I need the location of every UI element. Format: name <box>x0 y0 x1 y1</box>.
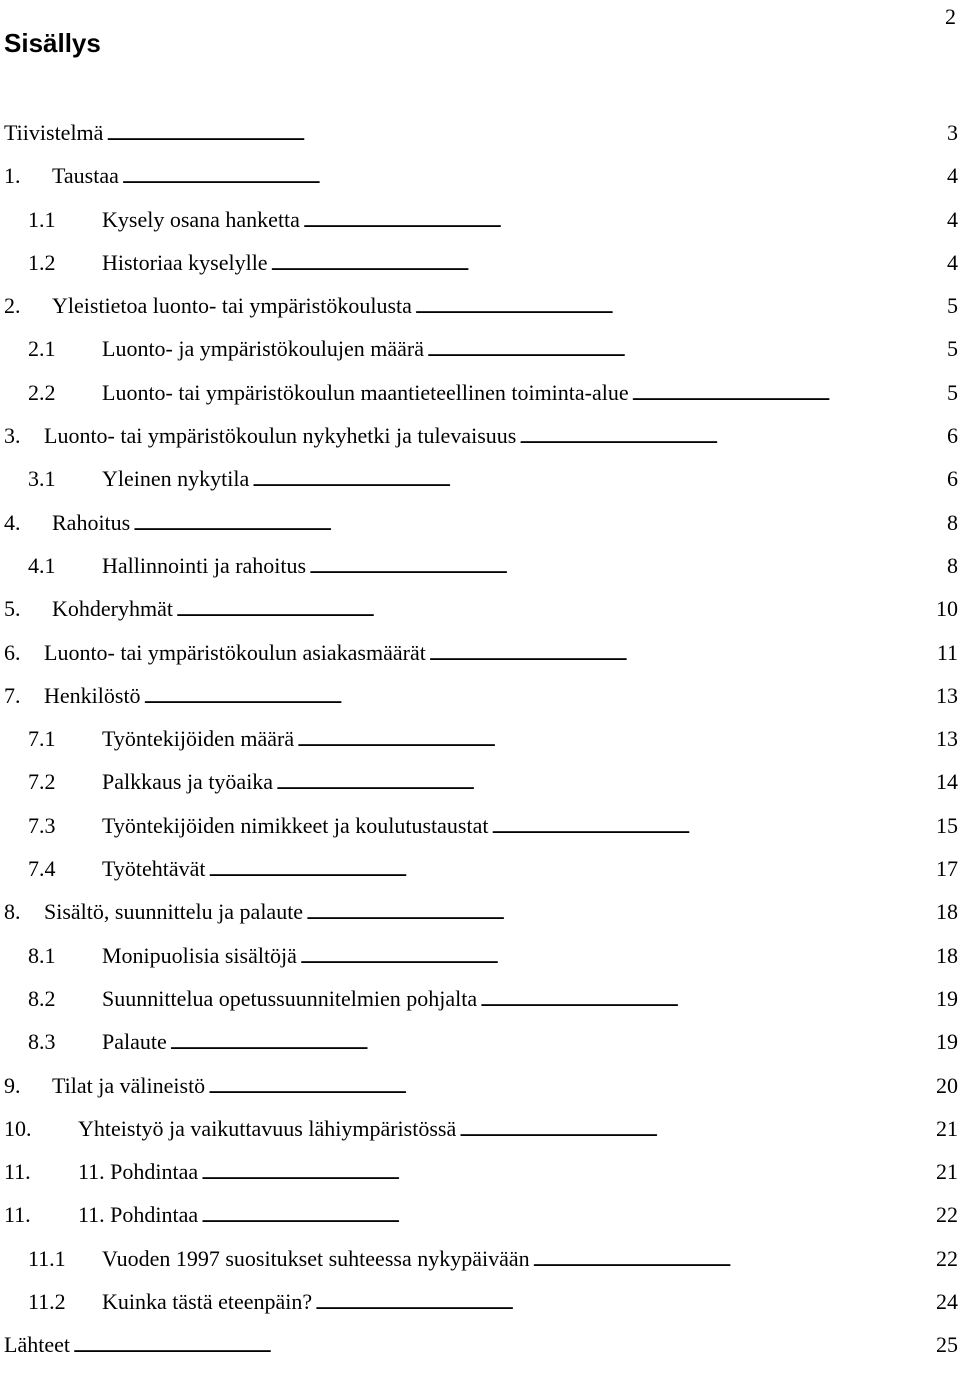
toc-entry-page: 13 <box>936 726 958 752</box>
toc-entry-1-2[interactable] <box>4 250 958 293</box>
toc-entry-number: 11.2 <box>28 1289 66 1315</box>
toc-entry-label: Monipuolisia sisältöjä <box>102 942 297 968</box>
toc-entry-number: 3.1 <box>28 466 56 492</box>
toc-entry-page: 14 <box>936 769 958 795</box>
toc-entry-11-2[interactable] <box>4 1289 958 1332</box>
toc-entry-label: 11. Pohdintaa <box>78 1202 199 1228</box>
dot-leader <box>429 640 934 666</box>
dot-leader <box>208 1073 933 1099</box>
toc-entry-7[interactable] <box>4 683 958 726</box>
toc-entry-2[interactable] <box>4 293 958 336</box>
toc-entry-number: 1. <box>4 163 21 189</box>
toc-entry-label: Vuoden 1997 suositukset suhteessa nykypäivään <box>102 1245 530 1271</box>
dot-leader <box>315 1289 933 1315</box>
toc-entry-page: 4 <box>947 249 958 275</box>
toc-entry-page: 11 <box>936 639 958 665</box>
toc-entry-label: Luonto- tai ympäristökoulun asiakasmäärät <box>44 639 426 665</box>
toc-entry-8[interactable] <box>4 899 958 942</box>
toc-entry-page: 19 <box>936 1029 958 1055</box>
toc-entry-10[interactable] <box>4 1116 958 1159</box>
toc-entry-page: 25 <box>936 1332 958 1358</box>
toc-entry-page: 24 <box>936 1289 958 1315</box>
toc-entry-number: 11.1 <box>28 1245 66 1271</box>
dot-leader <box>122 163 944 189</box>
toc-entry-number: 11. <box>4 1202 31 1228</box>
dot-leader <box>133 510 944 536</box>
toc-entry-label: Hallinnointi ja rahoitus <box>102 552 307 578</box>
toc-entry-page: 15 <box>936 812 958 838</box>
toc-entry-number: 2.2 <box>28 379 56 405</box>
toc-entry-page: 21 <box>936 1115 958 1141</box>
dot-leader <box>73 1332 933 1358</box>
toc-entry-number: 1.1 <box>28 206 56 232</box>
toc-entry-label: 11. Pohdintaa <box>78 1159 199 1185</box>
toc-entry-label: Tilat ja välineistö <box>52 1072 206 1098</box>
toc-entry-5[interactable] <box>4 596 958 639</box>
toc-entry-8-2[interactable] <box>4 986 958 1029</box>
toc-entry-7-4[interactable] <box>4 856 958 899</box>
dot-leader <box>533 1246 933 1272</box>
dot-leader <box>201 1202 933 1228</box>
page-number: 2 <box>945 4 956 29</box>
toc-entry-label: Historiaa kyselylle <box>102 249 268 275</box>
toc-entry-9[interactable] <box>4 1073 958 1116</box>
toc-entry-3-1[interactable] <box>4 466 958 509</box>
toc-entry-page: 21 <box>936 1159 958 1185</box>
toc-entry-label: Sisältö, suunnittelu ja palaute <box>44 899 304 925</box>
toc-entry-number: 11. <box>4 1159 31 1185</box>
toc-entry-label: Yleistietoa luonto- tai ympäristökoulusta <box>52 293 412 319</box>
dot-leader <box>170 1029 933 1055</box>
toc-entry-page: 4 <box>947 163 958 189</box>
dot-leader <box>176 596 933 622</box>
toc-entry-number: 7.1 <box>28 726 56 752</box>
toc-entry-page: 10 <box>936 596 958 622</box>
toc-entry-number: 4.1 <box>28 552 56 578</box>
toc-entry-page: 5 <box>947 293 958 319</box>
dot-leader <box>459 1116 933 1142</box>
toc-entry-4-1[interactable] <box>4 553 958 596</box>
toc-entry-number: 4. <box>4 509 21 535</box>
toc-entry-number: 9. <box>4 1072 21 1098</box>
toc-entry-page: 17 <box>936 856 958 882</box>
dot-leader <box>144 683 933 709</box>
toc-entry-number: 8.3 <box>28 1029 56 1055</box>
toc-entry-label: Yhteistyö ja vaikuttavuus lähiympäristössä <box>78 1115 457 1141</box>
toc-entry-page: 5 <box>947 379 958 405</box>
toc-entry-label: Henkilöstö <box>44 682 141 708</box>
dot-leader <box>480 986 933 1012</box>
toc-entry-page: 5 <box>947 336 958 362</box>
toc-entry-number: 5. <box>4 596 21 622</box>
toc-entry-number: 8.2 <box>28 985 56 1011</box>
toc-entry-2-2[interactable] <box>4 380 958 423</box>
toc-entry-number: 6. <box>4 639 21 665</box>
toc-entry-label: Työntekijöiden määrä <box>102 726 295 752</box>
toc-entry-label: Lähteet <box>4 1332 70 1358</box>
toc-entry-label: Luonto- ja ympäristökoulujen määrä <box>102 336 424 362</box>
toc-entry-11-b[interactable] <box>4 1202 958 1245</box>
toc-entry-label: Luonto- tai ympäristökoulun maantieteellinen toiminta-alue <box>102 379 629 405</box>
toc-entry-number: 7.4 <box>28 856 56 882</box>
toc-entry-7-3[interactable] <box>4 813 958 856</box>
toc-entry-label: Kuinka tästä eteenpäin? <box>102 1289 313 1315</box>
dot-leader <box>201 1159 933 1185</box>
dot-leader <box>306 899 933 925</box>
toc-entry-label: Kysely osana hanketta <box>102 206 300 232</box>
toc-entry-number: 10. <box>4 1115 32 1141</box>
toc-entry-2-1[interactable] <box>4 336 958 379</box>
dot-leader <box>297 726 933 752</box>
toc-entry-page: 18 <box>936 899 958 925</box>
dot-leader <box>427 336 944 362</box>
toc-entry-label: Työtehtävät <box>102 856 206 882</box>
toc-entry-label: Palkkaus ja työaika <box>102 769 274 795</box>
toc-entry-label: Työntekijöiden nimikkeet ja koulutustaustat <box>102 812 489 838</box>
dot-leader <box>106 120 944 146</box>
toc-entry-tiivistelma[interactable] <box>4 120 958 163</box>
toc-entry-number: 7. <box>4 682 21 708</box>
toc-entry-label: Suunnittelua opetussuunnitelmien pohjalta <box>102 985 478 1011</box>
table-of-contents <box>4 120 958 1376</box>
toc-entry-label: Tiivistelmä <box>4 120 104 145</box>
toc-entry-label: Taustaa <box>52 163 119 189</box>
dot-leader <box>632 380 944 406</box>
toc-entry-page: 4 <box>947 206 958 232</box>
dot-leader <box>252 466 944 492</box>
toc-entry-1-1[interactable] <box>4 207 958 250</box>
toc-entry-4[interactable] <box>4 510 958 553</box>
toc-entry-8-3[interactable] <box>4 1029 958 1072</box>
toc-entry-label: Palaute <box>102 1029 167 1055</box>
dot-leader <box>415 293 944 319</box>
toc-entry-number: 8.1 <box>28 942 56 968</box>
toc-entry-7-2[interactable] <box>4 769 958 812</box>
dot-leader <box>300 943 933 969</box>
dot-leader <box>303 207 944 233</box>
toc-entry-page: 19 <box>936 985 958 1011</box>
toc-entry-label: Rahoitus <box>52 509 131 535</box>
toc-entry-number: 8. <box>4 899 21 925</box>
dot-leader <box>276 769 933 795</box>
toc-entry-number: 7.2 <box>28 769 56 795</box>
dot-leader <box>271 250 944 276</box>
dot-leader <box>209 856 933 882</box>
dot-leader <box>309 553 944 579</box>
toc-entry-page: 8 <box>947 552 958 578</box>
toc-entry-11-1[interactable] <box>4 1246 958 1289</box>
toc-entry-number: 2. <box>4 293 21 319</box>
toc-entry-label: Kohderyhmät <box>52 596 173 622</box>
toc-entry-page: 8 <box>947 509 958 535</box>
toc-entry-11-a[interactable] <box>4 1159 958 1202</box>
dot-leader <box>519 423 944 449</box>
toc-entry-page: 6 <box>947 466 958 492</box>
toc-entry-label: Luonto- tai ympäristökoulun nykyhetki ja tulevaisuus <box>44 423 517 449</box>
page-title: Sisällys <box>4 28 101 58</box>
toc-entry-label: Yleinen nykytila <box>102 466 250 492</box>
toc-entry-page: 22 <box>936 1245 958 1271</box>
toc-entry-lahteet[interactable] <box>4 1332 958 1375</box>
toc-entry-page: 18 <box>936 942 958 968</box>
toc-entry-number: 7.3 <box>28 812 56 838</box>
toc-entry-3[interactable] <box>4 423 958 466</box>
toc-entry-page: 13 <box>936 682 958 708</box>
dot-leader <box>491 813 933 839</box>
toc-entry-6[interactable] <box>4 640 958 683</box>
toc-entry-1[interactable] <box>4 163 958 206</box>
toc-entry-page: 20 <box>936 1072 958 1098</box>
toc-entry-page: 3 <box>947 120 958 145</box>
toc-entry-page: 22 <box>936 1202 958 1228</box>
toc-entry-number: 1.2 <box>28 249 56 275</box>
toc-entry-number: 3. <box>4 423 21 449</box>
toc-entry-number: 2.1 <box>28 336 56 362</box>
toc-entry-page: 6 <box>947 423 958 449</box>
toc-entry-7-1[interactable] <box>4 726 958 769</box>
toc-entry-8-1[interactable] <box>4 943 958 986</box>
